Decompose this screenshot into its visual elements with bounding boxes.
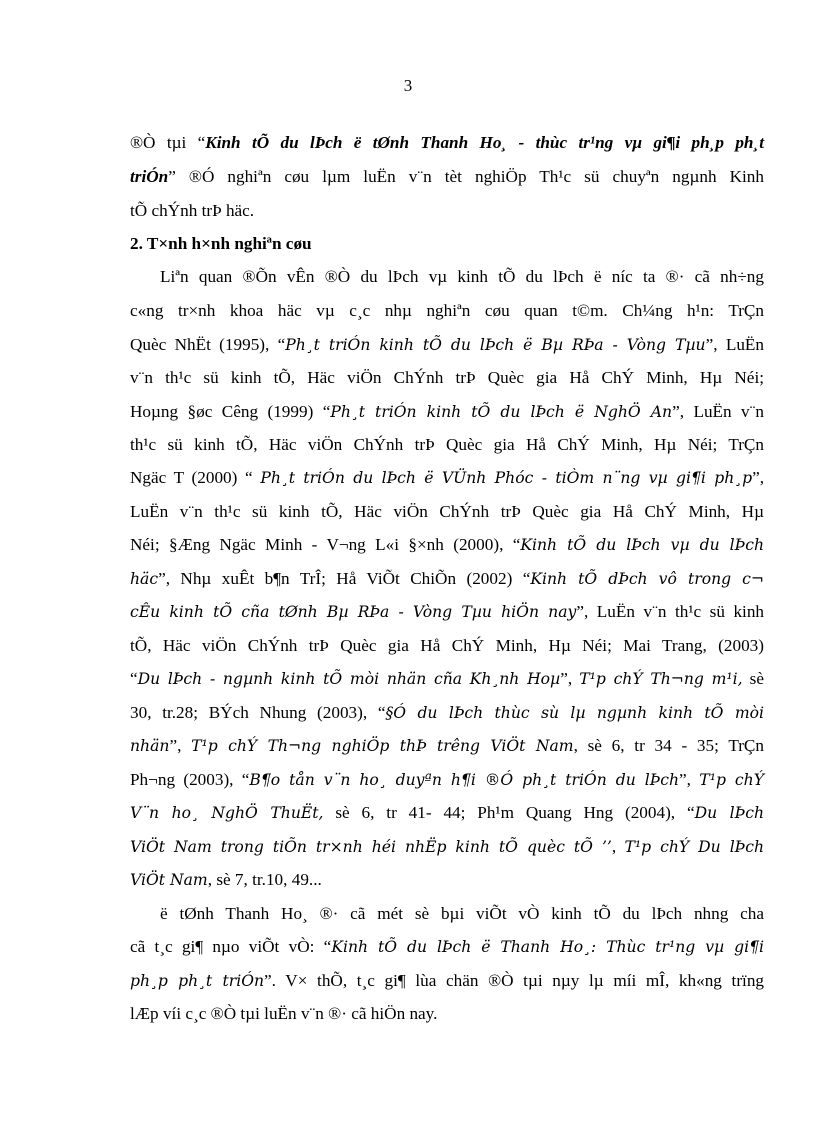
text-line: cã t¸c gi¶ nµo viÕt vÒ: “Kinh tÕ du lÞch ë Thanh Ho¸: Thùc tr¹ng vµ gi¶i (130, 937, 764, 956)
text-line: ®Ò tµi “Kinh tÕ du lÞch ë tØnh Thanh Ho¸ - thùc tr¹ng vµ gi¶i ph¸p ph¸t (130, 133, 764, 152)
text-line: th¹c sü kinh tÕ, Häc viÖn ChÝnh trÞ Quèc gia Hå ChÝ Minh, Hµ Néi; TrÇn (130, 435, 764, 454)
text-line: häc”, Nhµ xuÊt b¶n TrÎ; Hå ViÕt ChiÕn (2002) “Kinh tÕ dÞch vô trong c¬ (130, 569, 764, 588)
text-line: Néi; §Æng Ngäc Minh - V¬ng L«i §×nh (2000), “Kinh tÕ du lÞch vµ du lÞch (130, 535, 764, 554)
text-line: ViÖt Nam trong tiÕn tr×nh héi nhËp kinh tÕ quèc tÕ ’’, T¹p chÝ Du lÞch (130, 837, 764, 856)
text-line: LuËn v¨n th¹c sü kinh tÕ, Häc viÖn ChÝnh trÞ Quèc gia Hå ChÝ Minh, Hµ (130, 502, 764, 521)
text-line: Ph¬ng (2003), “B¶o tån v¨n ho¸ duyªn h¶i ®Ó ph¸t triÓn du lÞch”, T¹p chÝ (130, 770, 764, 789)
text-line: tÕ, Häc viÖn ChÝnh trÞ Quèc gia Hå ChÝ Minh, Hµ Néi; Mai Trang, (2003) (130, 636, 764, 655)
text-line: lÆp víi c¸c ®Ò tµi luËn v¨n ®· cã hiÖn nay. (130, 1004, 438, 1023)
text-line: Hoµng §øc Cêng (1999) “Ph¸t triÓn kinh tÕ du lÞch ë NghÖ An”, LuËn v¨n (130, 402, 764, 421)
text-line: “Du lÞch - ngµnh kinh tÕ mòi nhän cña Kh¸nh Hoµ”, T¹p chÝ Th¬ng m¹i, sè (130, 669, 764, 688)
text-line: ë tØnh Thanh Ho¸ ®· cã mét sè bµi viÕt vÒ kinh tÕ du lÞch nhng cha (160, 904, 764, 923)
text-line: Ngäc T (2000) “ Ph¸t triÓn du lÞch ë VÜnh Phóc - tiÒm n¨ng vµ gi¶i ph¸p”, (130, 468, 764, 487)
text-line: v¨n th¹c sü kinh tÕ, Häc viÖn ChÝnh trÞ Quèc gia Hå ChÝ Minh, Hµ Néi; (130, 368, 764, 387)
text-line: ViÖt Nam, sè 7, tr.10, 49... (130, 870, 322, 889)
text-line: nhän”, T¹p chÝ Th¬ng nghiÖp thÞ trêng ViÖt Nam, sè 6, tr 34 - 35; TrÇn (130, 736, 764, 755)
text-line: cÊu kinh tÕ cña tØnh Bµ RÞa - Vòng Tµu hiÖn nay”, LuËn v¨n th¹c sü kinh (130, 602, 765, 621)
text-line: c«ng tr×nh khoa häc vµ c¸c nhµ nghiªn cøu quan t©m. Ch¼ng h¹n: TrÇn (130, 301, 764, 320)
text-line: tÕ chÝnh trÞ häc. (130, 201, 255, 220)
page-number: 3 (403, 76, 413, 95)
text-line: Quèc NhËt (1995), “Ph¸t triÓn kinh tÕ du lÞch ë Bµ RÞa - Vòng Tµu”, LuËn (130, 335, 765, 354)
text-line: Liªn quan ®Õn vÊn ®Ò du lÞch vµ kinh tÕ du lÞch ë níc ta ®· cã nh÷ng (160, 267, 764, 286)
text-line: triÓn” ®Ó nghiªn cøu lµm luËn v¨n tèt nghiÖp Th¹c sü chuyªn ngµnh Kinh (130, 167, 764, 186)
text-line: ph¸p ph¸t triÓn”. V× thÕ, t¸c gi¶ lùa chän ®Ò tµi nµy lµ míi mÎ, kh«ng trïng (130, 971, 765, 990)
text-line: 30, tr.28; BÝch Nhung (2003), “§Ó du lÞch thùc sù lµ ngµnh kinh tÕ mòi (130, 703, 764, 722)
text-line: V¨n ho¸ NghÖ ThuËt, sè 6, tr 41- 44; Ph¹m Quang Hng (2004), “Du lÞch (130, 803, 764, 822)
section-heading: 2. T×nh h×nh nghiªn cøu (130, 234, 312, 253)
